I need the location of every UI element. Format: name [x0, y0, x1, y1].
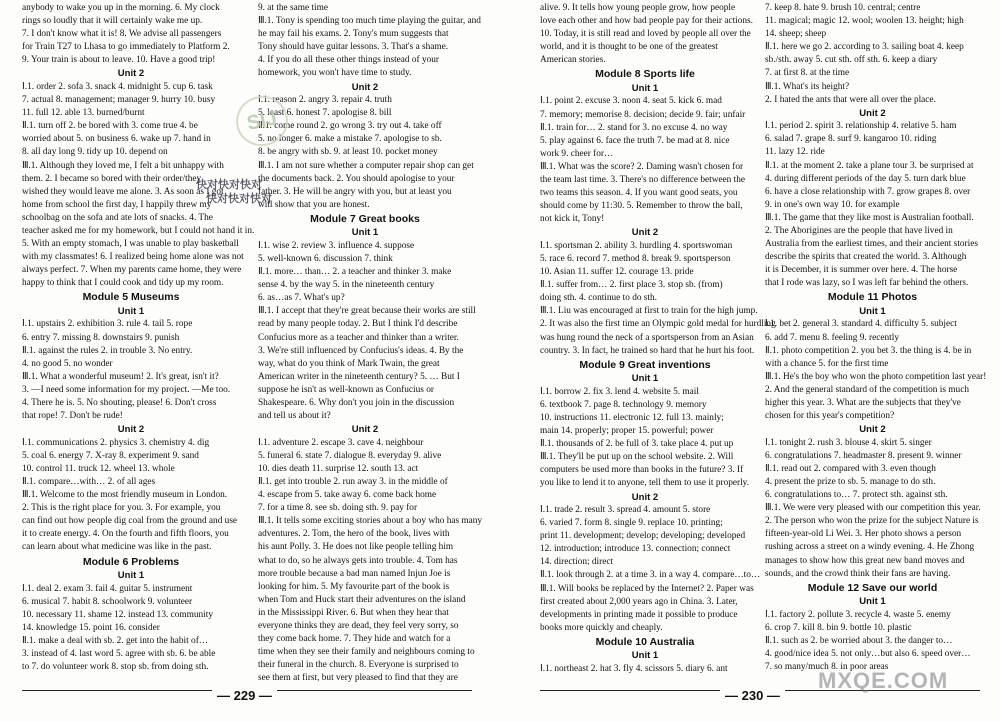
answer-line: chosen for this year's competition? [765, 411, 895, 422]
answer-line: Ⅲ.1. I am not sure whether a computer repair shop can get [258, 160, 474, 171]
answer-line: what to do, so he always gets into trouble. 4. Tom has [258, 555, 458, 566]
answer-line: 14. sheep; sheep [765, 29, 827, 40]
answer-line: 5. play against 6. face the truth 7. be mad at 8. nice [540, 135, 730, 146]
answer-line: 7. at first 8. at the time [765, 68, 850, 79]
answer-line: Ⅲ.1. We were very pleased with our competition this year. [765, 503, 981, 514]
answer-line: Ⅲ.1. I accept that they're great because their works are still [258, 306, 476, 317]
answer-line: homework, you won't have time to study. [258, 68, 412, 79]
unit-heading: Unit 2 [351, 81, 379, 93]
answer-line: 9. in one's own way 10. for example [765, 199, 900, 210]
answer-line: 5. well-known 6. discussion 7. think [258, 254, 393, 264]
answer-line: Confucius more as a teacher and thinker than a writer. [258, 332, 459, 343]
answer-line: more trouble because a bad man named Injun Joe is [258, 568, 451, 579]
unit-heading: Unit 1 [351, 227, 379, 239]
answer-line: Ⅱ.1. photo competition 2. you bet 3. the thing is 4. be in [765, 345, 972, 356]
answer-line: 9. Your train is about to leave. 10. Have a good trip! [22, 55, 216, 66]
answer-line: 3. —I need some information for my project. —Me too. [22, 384, 231, 395]
answer-line: 2. And the general standard of the competition is much [765, 384, 969, 395]
answer-line: higher this year. 3. What are the subjects that they've [765, 398, 961, 409]
answer-line: 8. all day long 9. tidy up 10. depend on [22, 147, 168, 158]
answer-line: 7. for a time 8. see sb. doing sth. 9. pay for [258, 503, 418, 514]
answer-line: 6. as…as 7. What's up? [258, 293, 345, 304]
answer-line: 10. control 11. truck 12. wheel 13. whole [22, 463, 175, 474]
unit-heading: Unit 1 [631, 373, 659, 385]
answer-line: 8. be angry with sb. 9. at least 10. pocket money [258, 147, 438, 158]
answer-line: Ⅰ.1. wise 2. review 3. influence 4. suppose [258, 240, 415, 251]
answer-line: 5. race 6. record 7. method 8. break 9. sportsperson [540, 254, 731, 264]
answer-line: Ⅱ.1. read out 2. compared with 3. even though [765, 463, 936, 474]
answer-line: Ⅲ.1. Tony is spending too much time playing the guitar, and [258, 16, 481, 27]
module-heading: Module 5 Museums [82, 291, 180, 304]
answer-line: books more quickly and cheaply. [540, 622, 663, 633]
answer-line: 4. during different periods of the day 5. turn dark blue [765, 173, 966, 184]
answer-line: Ⅱ.1. compare…with… 2. of all ages [22, 477, 156, 487]
unit-heading: Unit 1 [859, 596, 886, 608]
answer-line: with my classmates! 6. I realized being home alone was not [22, 252, 244, 263]
answer-line: teacher asked me for my homework, but I could not hand it in. [22, 226, 255, 236]
answer-line: happy to think that I could cook and tidy up my room. [22, 278, 224, 289]
answer-line: 9. at the same time [258, 3, 328, 13]
answer-line: world, and it is thought to be one of the greatest [540, 42, 718, 53]
unit-heading: Unit 1 [117, 570, 145, 582]
answer-line: Ⅱ.1. more… than… 2. a teacher and thinker 3. make [258, 267, 452, 278]
unit-heading: Unit 2 [117, 424, 145, 436]
answer-line: can find out how people dig coal from the ground and use [22, 516, 238, 527]
answer-line: them. 2. I became so bored with their order/they [22, 173, 202, 184]
answer-line: 12. introduction; introduce 13. connection; connect [540, 544, 731, 555]
answer-line: Ⅱ.1. come round 2. go wrong 3. try out 4. take off [258, 121, 442, 132]
answer-line: 4. good/nice idea 5. not only…but also 6. speed over… [765, 649, 971, 660]
unit-heading: Unit 2 [631, 227, 659, 239]
answer-line: Ⅱ.1. at the moment 2. take a plane tour 3. be surprised at [765, 160, 974, 171]
answer-line: Ⅱ.1. suffer from… 2. first place 3. stop sb. (from) [540, 280, 723, 291]
answer-line: Ⅰ.1. communications 2. physics 3. chemistry 4. dig [22, 437, 210, 448]
answer-line: main 14. properly; proper 15. powerful; power [540, 426, 714, 437]
answer-line: Ⅲ.1. Although they loved me, I felt a bit unhappy with [22, 160, 224, 171]
answer-line: Ⅲ.1. The game that they like most is Australian football. [765, 212, 974, 223]
answer-line: 4. If you do all these other things instead of your [258, 55, 439, 66]
answer-line: alive. 9. It tells how young people grow, how people [540, 3, 736, 13]
answer-line: you like to lend it to anyone, tell them to use it properly. [540, 478, 750, 489]
answer-line: Ⅰ.1. point 2. excuse 3. noon 4. seat 5. kick 6. mad [540, 96, 722, 107]
answer-line: Ⅰ.1. factory 2. pollute 3. recycle 4. waste 5. enemy [765, 609, 951, 620]
answer-line: 2. It was also the first time an Olympic gold medal for hurdling [540, 319, 776, 330]
answer-line: 3. We're still influenced by Confucius's ideas. 4. By the [258, 345, 464, 356]
module-heading: Module 12 Save our world [807, 581, 938, 594]
answer-line: Ⅰ.1. tonight 2. rush 3. blouse 4. skirt 5. singer [765, 437, 932, 448]
unit-heading: Unit 2 [117, 68, 145, 80]
answer-line: he may fail his exams. 2. Tony's mum suggests that [258, 29, 449, 40]
unit-heading: Unit 1 [859, 305, 886, 317]
unit-heading: Unit 1 [631, 82, 659, 94]
answer-line: should come by 11:30. 5. Remember to throw the ball, [540, 201, 743, 212]
answer-line: American writer in the nineteenth century? 5. … But I [258, 371, 460, 382]
answer-line: Ⅱ.1. turn off 2. be bored with 3. come true 4. be [22, 121, 198, 132]
answer-line: not kick it, Tony! [540, 214, 605, 225]
answer-line: Ⅲ.1. He's the boy who won the photo competition last year! [765, 371, 987, 382]
answer-line: and tell us about it? [258, 411, 331, 422]
answer-line: Ⅱ.1. such as 2. be worried about 3. the danger to… [765, 635, 953, 646]
answer-line: everyone thinks they are dead, they feel very sorry, so [258, 621, 459, 632]
answer-line: Shakespeare. 6. Why don't you join in the discussion [258, 398, 455, 409]
answer-line: 7. actual 8. management; manager 9. hurry 10. busy [22, 95, 216, 106]
module-heading: Module 10 Australia [595, 635, 695, 648]
watermark-site: MXQE.COM [818, 668, 949, 693]
answer-line: Ⅰ.1. reason 2. angry 3. repair 4. truth [258, 95, 392, 106]
watermark-text-b: 快对快对快对 [206, 193, 272, 205]
answer-line: to 7. do volunteer work 8. stop sb. from doing sth. [22, 662, 209, 673]
answer-line: see them at first, but very pleased to find that they are [258, 673, 458, 684]
page-number-right: — 230 — [720, 688, 785, 703]
answer-line: 7. keep 8. hate 9. brush 10. central; centre [765, 3, 921, 13]
answer-line: anybody to wake you up in the morning. 6. My clock [22, 3, 220, 13]
answer-line: looking for him. 5. My favourite part of the book is [258, 581, 450, 592]
answer-line: will show that you are honest. [258, 199, 370, 210]
answer-line: 5. coal 6. energy 7. X-ray 8. experiment 9. sand [22, 450, 199, 461]
answer-line: Ⅲ.1. Liu was encouraged at first to train for the high jump. [540, 306, 758, 317]
answer-line: 10. dies death 11. surprise 12. south 13. act [258, 463, 419, 474]
answer-line: wished they would leave me alone. 3. As soon as I got [22, 186, 224, 197]
unit-heading: Unit 1 [117, 305, 145, 317]
answer-line: 6. salad 7. grape 8. surf 9. kangaroo 10. riding [765, 134, 937, 145]
answer-line: worried about 5. on business 6. wake up 7. hand in [22, 134, 211, 145]
unit-heading: Unit 2 [351, 424, 379, 436]
answer-line: Ⅰ.1. order 2. sofa 3. snack 4. midnight 5. cup 6. task [22, 81, 213, 92]
answer-line: Ⅰ.1. sportsman 2. ability 3. hurdling 4. sportswoman [540, 240, 733, 251]
answer-line: 3. instead of 4. last word 5. agree with sb. 6. be able [22, 649, 216, 660]
answer-line: 7. memory; memorise 8. decision; decide 9. fair; unfair [540, 109, 746, 120]
answer-line: manages to show how this great new band moves and [765, 555, 965, 566]
answer-line: Ⅰ.1. period 2. spirit 3. relationship 4. relative 5. ham [765, 121, 957, 132]
answer-line: Australia from the earliest times, and their ancient stories [765, 239, 978, 250]
answer-line: sense 4. by the way 5. in the nineteenth century [258, 280, 435, 291]
unit-heading: Unit 2 [859, 424, 886, 436]
answer-line: for Train T27 to Lhasa to go immediately to Platform 2. [22, 42, 230, 53]
answer-line: computers be used more than books in the future? 3. If [540, 465, 744, 476]
answer-line: 5. funeral 6. state 7. dialogue 8. everyday 9. alive [258, 450, 442, 461]
answer-line: was hung round the neck of a sportsperson from an Asian [540, 332, 754, 343]
answer-line: 10. Today, it is still read and loved by people all over the [540, 29, 751, 40]
answer-line: rings so loudly that it will certainly wake me up. [22, 16, 203, 27]
answer-line: when Tom and Huck start their adventures on the island [258, 594, 466, 605]
column-3 [540, 2, 776, 676]
answer-line: Ⅰ.1. northeast 2. hat 3. fly 4. scissors 5. diary 6. ant [540, 663, 728, 674]
module-heading: Module 9 Great inventions [579, 358, 711, 371]
answer-line: 5. With an empty stomach, I was unable to play basketball [22, 239, 239, 250]
answer-line: 6. musical 7. habit 8. schoolwork 9. volunteer [22, 596, 193, 607]
answer-line: country. 3. In fact, he trained so hard that he hurt his foot. [540, 345, 755, 356]
answer-line: they come back home. 7. They hide and watch for a [258, 634, 451, 645]
answer-line: suppose he isn't as well-known as Confucius or [258, 384, 434, 395]
answer-line: that rope! 7. Don't be rude! [22, 411, 123, 422]
answer-line: it is December, it is summer over here. 4. The horse [765, 265, 958, 276]
answer-line: first created about 2,000 years ago in China. 3. Later, [540, 596, 738, 607]
answer-line: sb./sth. away 5. cut sth. off sth. 6. keep a diary [765, 55, 938, 66]
answer-line: American stories. [540, 55, 606, 66]
answer-line: Ⅰ.1. adventure 2. escape 3. cave 4. neighbour [258, 437, 424, 448]
answer-line: the documents back. 2. You should apologise to your [258, 173, 455, 184]
module-heading: Module 11 Photos [827, 291, 918, 304]
answer-line: 14. knowledge 15. point 16. consider [22, 622, 160, 633]
answer-line: Ⅱ.1. train for… 2. stand for 3. no excuse 4. no way [540, 122, 728, 133]
answer-line: 14. direction; direct [540, 557, 614, 568]
answer-line: Ⅲ.1. Welcome to the most friendly museum in London. [22, 490, 228, 501]
column-1 [22, 2, 255, 674]
answer-line: Ⅰ.1. trade 2. result 3. spread 4. amount 5. store [540, 505, 711, 515]
answer-line: home from school the first day, I happily threw my [22, 199, 212, 210]
answer-line: schoolbag on the sofa and ate lots of snacks. 4. The [22, 212, 213, 223]
answer-line: Tony should have guitar lessons. 3. That's a shame. [258, 42, 449, 53]
answer-line: 10. necessary 11. shame 12. instead 13. community [22, 609, 213, 620]
answer-line: way, what do you think of Mark Twain, the great [258, 358, 440, 369]
answer-line: Ⅱ.1. look through 2. at a time 3. in a way 4. compare…to… [540, 570, 761, 581]
answer-line: in the Mississippi River. 6. But when they hear that [258, 607, 449, 618]
answer-line: time when they see their family and neighbours coming to [258, 647, 475, 658]
answer-line: 11. full 12. able 13. burned/burnt [22, 108, 145, 119]
module-heading: Module 8 Sports life [595, 68, 695, 81]
answer-line: 4. escape from 5. take away 6. come back home [258, 490, 437, 501]
answer-line: 6. have a close relationship with 7. grow grapes 8. over [765, 186, 971, 197]
page-number-left: — 229 — [212, 688, 277, 703]
answer-line: Ⅲ.1. Will books be replaced by the Internet? 2. Paper was [540, 583, 754, 594]
answer-line: can learn about what medicine was like in the past. [22, 542, 212, 553]
stamp-logo: SIJ [231, 91, 292, 151]
answer-line: 6. varied 7. form 8. single 9. replace 10. printing; [540, 518, 723, 529]
answer-line: that I rode was lazy, so I was left far behind the others. [765, 278, 969, 289]
unit-heading: Unit 2 [631, 491, 659, 503]
column-2 [258, 2, 483, 686]
answer-line: fifteen-year-old Li Wei. 3. Her photo shows a person [765, 529, 962, 540]
answer-line: 6. add 7. menu 8. feeling 9. recently [765, 332, 899, 343]
answer-line: 10. instructions 11. electronic 12. full 13. mainly; [540, 412, 724, 423]
answer-line: Ⅲ.1. What's its height? [765, 81, 850, 92]
answer-line: Ⅱ.1. thousands of 2. be full of 3. take place 4. put up [540, 439, 734, 450]
answer-line: 2. The person who won the prize for the subject Nature is [765, 516, 979, 527]
answer-line: 4. no good 5. no wonder [22, 358, 113, 369]
answer-line: Ⅲ.1. They'll be put up on the school website. 2. Will [540, 452, 734, 463]
answer-line: 2. The Aborigines are the people that have lived in [765, 226, 953, 236]
answer-line: Ⅱ.1. against the rules 2. in trouble 3. No entry. [22, 345, 193, 356]
answer-line: their funeral in the church. 8. Everyone is surprised to [258, 660, 459, 671]
answer-line: Ⅰ.1. deal 2. exam 3. fail 4. guitar 5. instrument [22, 583, 193, 594]
answer-line: 11. lazy 12. ride [765, 147, 825, 158]
answer-line: print 11. development; develop; developing; developed [540, 531, 746, 542]
answer-line: 4. There he is. 5. No shouting, please! 6. Don't cross [22, 398, 217, 409]
answer-line: father. 3. He will be angry with you, but at least you [258, 186, 452, 197]
module-heading: Module 7 Great books [310, 212, 420, 225]
answer-line: Ⅱ.1. make a deal with sb. 2. get into the habit of… [22, 635, 209, 646]
unit-heading: Unit 1 [631, 650, 659, 662]
answer-line: 4. present the prize to sb. 5. manage to do sth. [765, 477, 936, 487]
answer-line: Ⅲ.1. It tells some exciting stories about a boy who has many [258, 516, 483, 527]
answer-line: 10. Asian 11. suffer 12. courage 13. pride [540, 267, 694, 278]
answer-line: Ⅲ.1. What a wonderful museum! 2. It's great, isn't it? [22, 371, 219, 382]
answer-line: adventures. 2. Tom, the hero of the book, lives with [258, 529, 450, 540]
answer-line: the team last time. 3. There's no difference between the [540, 175, 746, 186]
answer-line: Ⅰ.1. upstairs 2. exhibition 3. rule 4. tail 5. rope [22, 319, 193, 330]
answer-line: 6. entry 7. missing 8. downstairs 9. punish [22, 332, 180, 343]
answer-line: read by many people today. 2. But I think I'd describe [258, 319, 458, 330]
column-4 [765, 2, 987, 674]
answer-line: 6. crop 7. kill 8. bin 9. bottle 10. plastic [765, 622, 912, 633]
answer-line: with a chance 5. for the first time [765, 358, 889, 369]
module-heading: Module 6 Problems [82, 555, 180, 568]
answer-line: always perfect. 7. When my parents came home, they were [22, 265, 242, 276]
answer-line: developments in printing made it possible to produce [540, 609, 738, 620]
answer-line: 2. This is the right place for you. 3. For example, you [22, 503, 221, 514]
answer-line: Ⅰ.1. bet 2. general 3. standard 4. difficulty 5. subject [765, 319, 957, 330]
answer-line: doing sth. 4. continue to do sth. [540, 293, 657, 304]
answer-line: Ⅰ.1. borrow 2. fix 3. lend 4. website 5. mail [540, 386, 699, 397]
answer-line: love each other and how bad people pay for their actions. [540, 16, 753, 27]
answer-line: 11. magical; magic 12. wool; woolen 13. height; high [765, 16, 964, 27]
answer-line: 5. no longer 6. make a mistake 7. apologise to sb. [258, 134, 442, 145]
answer-line: 6. congratulations to… 7. protect sth. against sth. [765, 490, 948, 501]
answer-line: 7. so many/much 8. in poor areas [765, 662, 889, 673]
answer-line: Ⅱ.1. get into trouble 2. run away 3. in the middle of [258, 477, 448, 487]
answer-line: Ⅱ.1. here we go 2. according to 3. sailing boat 4. keep [765, 42, 964, 53]
answer-line: 2. I hated the ants that were all over the place. [765, 94, 936, 105]
answer-line: describe the spirits that created the world. 3. Although [765, 252, 967, 263]
answer-line: 6. congratulations 7. headmaster 8. present 9. winner [765, 450, 962, 461]
answer-line: sounds, and the crowd think their fans are having. [765, 568, 951, 579]
answer-line: 7. I don't know what it is! 8. We advise all passengers [22, 29, 222, 40]
answer-line: 6. textbook 7. page 8. technology 9. memory [540, 399, 707, 410]
answer-line: two teams this season. 4. If you want good seats, you [540, 188, 738, 199]
watermark-text-a: 快对快对快对 [196, 179, 262, 191]
answer-line: his aunt Polly. 3. He does not like people telling him [258, 542, 454, 553]
unit-heading: Unit 2 [859, 107, 886, 119]
answer-line: work 9. cheer for… [540, 148, 614, 159]
answer-line: 5. least 6. honest 7. apologise 8. bill [258, 108, 392, 119]
answer-line: it to create energy. 4. On the fourth and fifth floors, you [22, 529, 229, 540]
answer-line: rushing across a street on a windy evening. 4. He Zhong [765, 542, 975, 553]
answer-line: Ⅲ.1. What was the score? 2. Daming wasn't chosen for [540, 161, 744, 172]
